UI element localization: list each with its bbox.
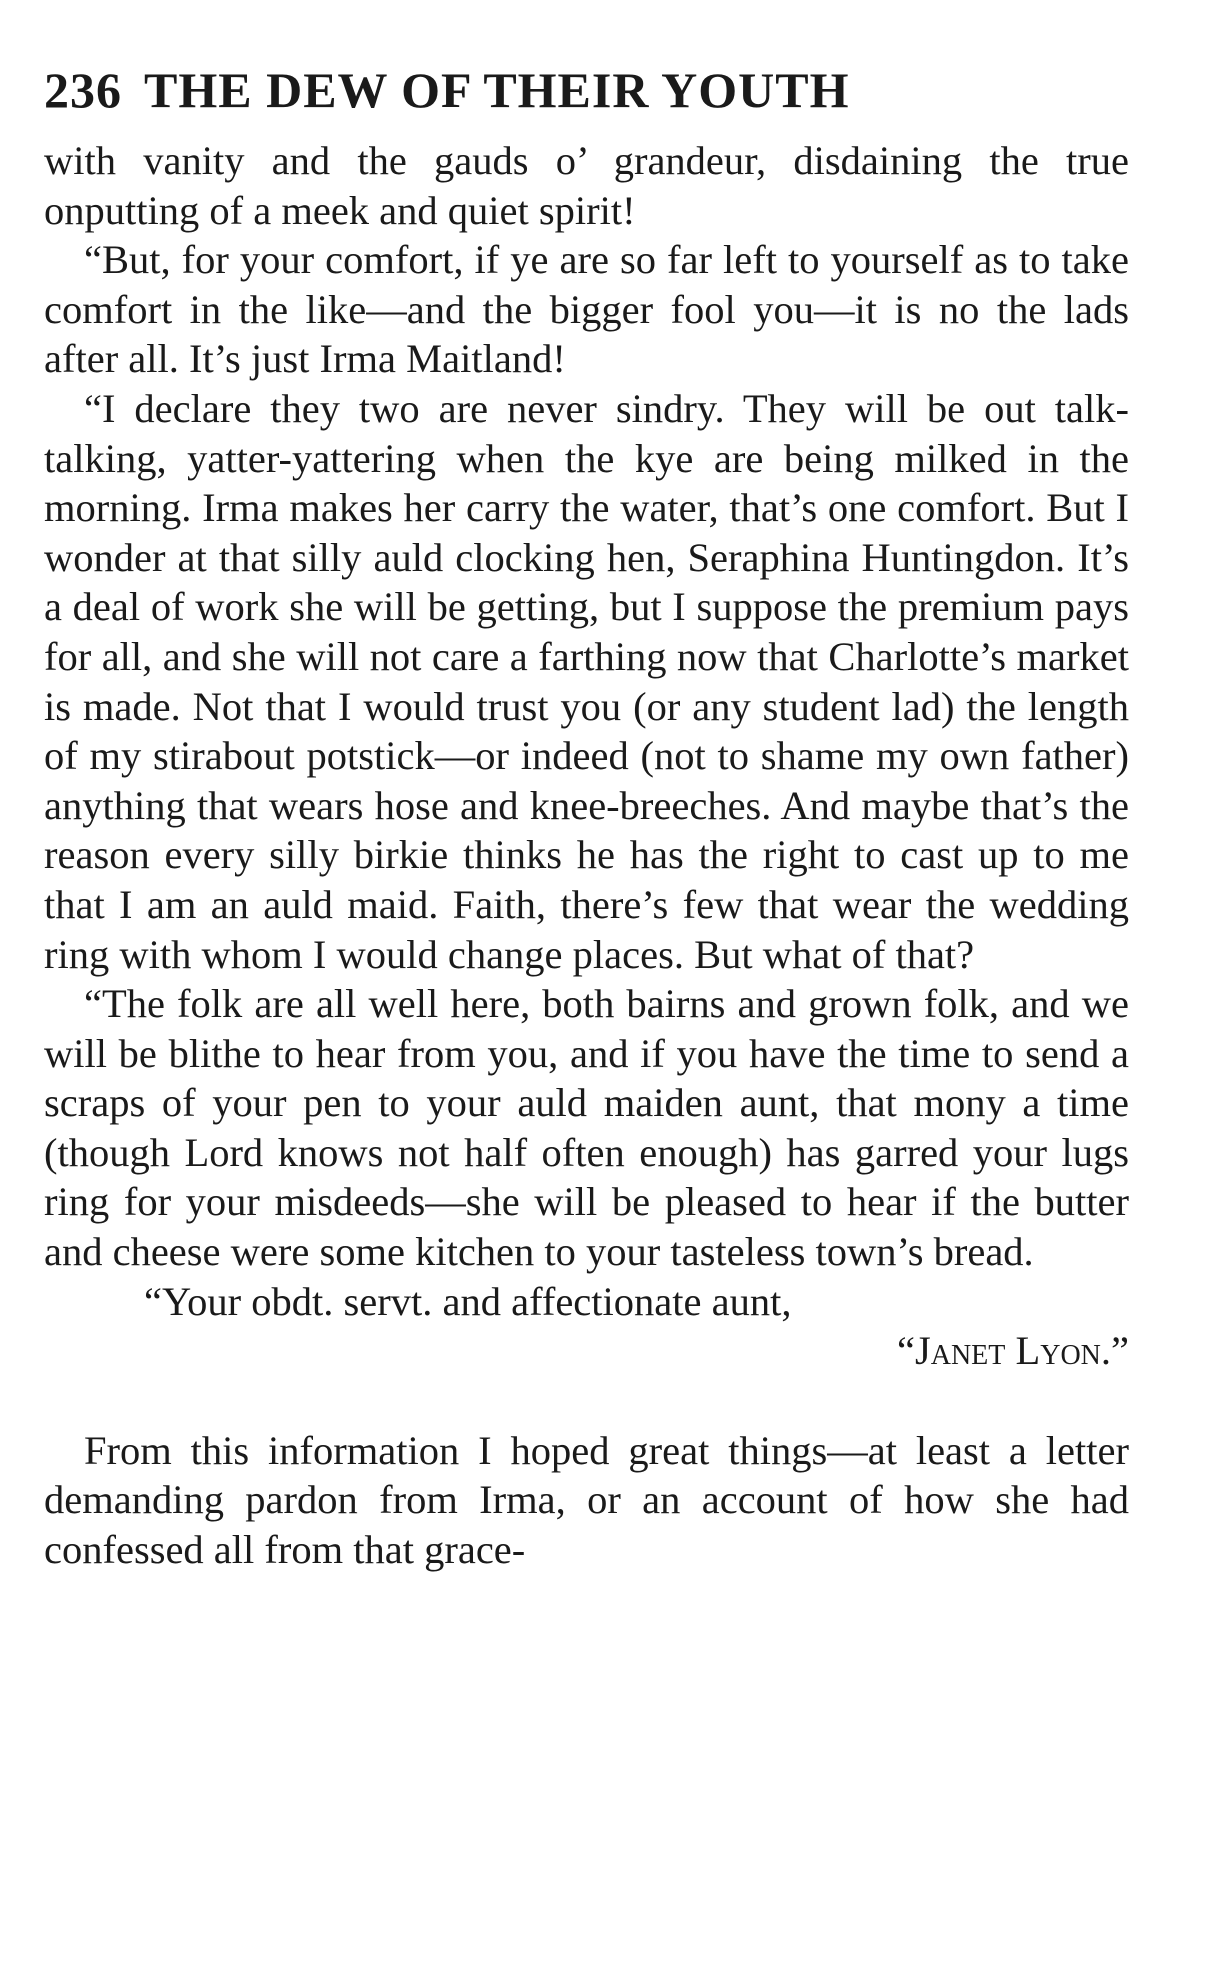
narrative-paragraph: From this information I hoped great things—at least a letter demanding pardon from Irma, or an account of how she had confessed all from that grace-	[44, 1427, 1129, 1573]
paragraph: “I declare they two are never sindry. They will be out talk-talking, yatter-yattering when the kye are being milked in the morning. Irma makes her carry the water, that’s one comfort. But I wonder at that silly auld clocking hen, Seraphina Huntingdon. It’s a deal of work she will be getting, but I suppose the premium pays for all, and she will not care a farthing now that Charlotte’s market is made. Not that I would trust you (or any student lad) the length of my stirabout potstick—or indeed (not to shame my own father) anything that wears hose and knee-breeches. And maybe that’s the reason every silly birkie thinks he has the right to cast up to me that I am an auld maid. Faith, there’s few that wear the wedding ring with whom I would change places. But what of that?	[44, 385, 1129, 977]
running-head	[44, 60, 1129, 120]
paragraph-continuation: with vanity and the gauds o’ grandeur, disdaining the true onputting of a meek and quiet spirit!	[44, 138, 1129, 233]
page-number: 236	[44, 62, 122, 118]
signature-text: “Janet Lyon.”	[896, 1328, 1129, 1374]
book-page	[44, 60, 1129, 1575]
body-text	[44, 136, 1129, 1575]
letter-signature	[44, 1326, 1129, 1376]
paragraph: “But, for your comfort, if ye are so far left to yourself as to take comfort in the like—and the bigger fool you—it is no the lads after all. It’s just Irma Maitland!	[44, 237, 1129, 382]
letter-closing: “Your obdt. servt. and affectionate aunt,	[144, 1278, 792, 1324]
running-title: THE DEW OF THEIR YOUTH	[144, 62, 850, 118]
paragraph: “The folk are all well here, both bairns and grown folk, and we will be blithe to hear from you, and if you have the time to send a scraps of your pen to your auld maiden aunt, that mony a time (though Lord knows not half often enough) has garred your lugs ring for your misdeeds—she will be pleased to hear if the butter and cheese were some kitchen to your tasteless town’s bread.	[44, 981, 1129, 1275]
